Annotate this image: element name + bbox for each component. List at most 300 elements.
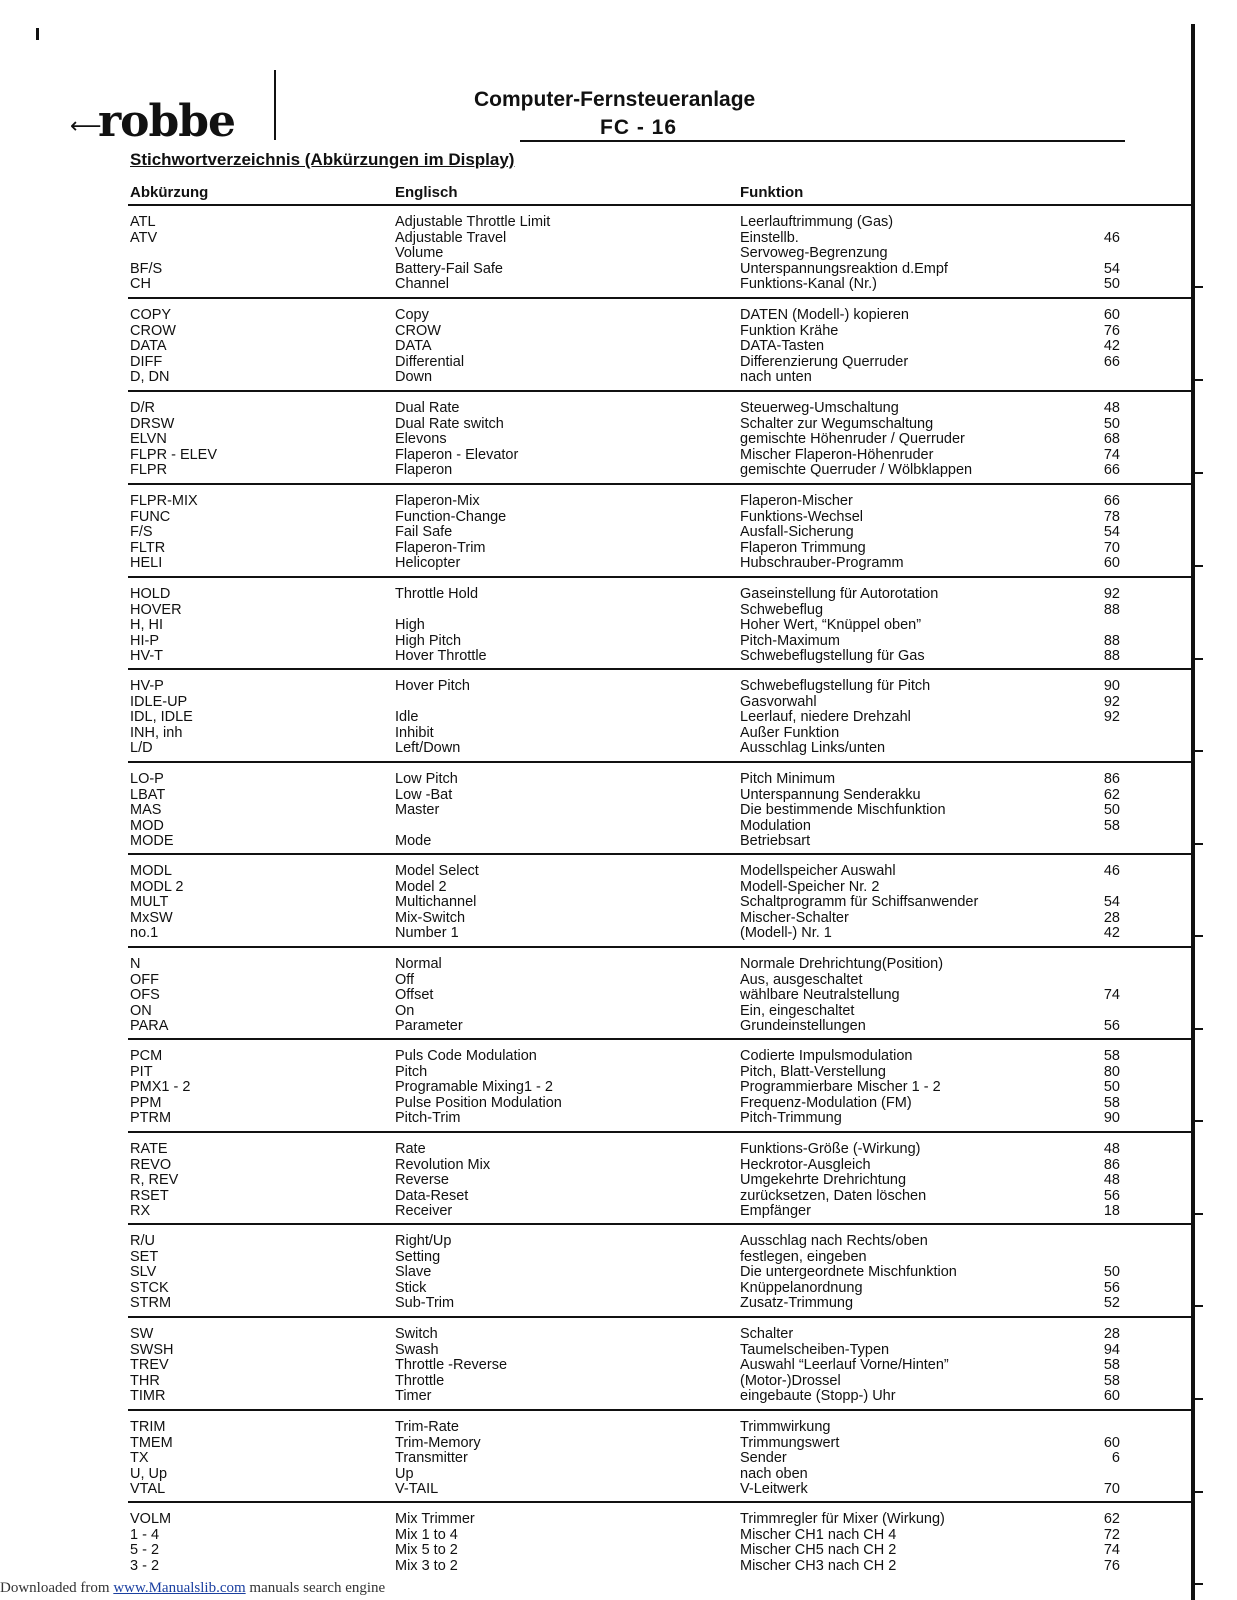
- page-number-cell: 66: [1103, 353, 1120, 370]
- function-cell: Ausschlag nach Rechts/oben: [740, 1233, 928, 1249]
- english-cell: On: [395, 1002, 415, 1019]
- page-number-cell: 88: [1103, 632, 1120, 649]
- function-cell: Betriebsart: [740, 833, 811, 849]
- page-number-cell: 74: [1103, 446, 1120, 463]
- table-row: [0, 602, 1237, 618]
- table-row: [0, 586, 1237, 602]
- function-cell: Schwebeflugstellung für Gas: [740, 648, 925, 664]
- function-cell: Mischer Flaperon-Höhenruder: [740, 446, 934, 463]
- table-row: [0, 925, 1237, 941]
- table-row: [0, 1527, 1237, 1543]
- abbreviation-cell: FUNC: [130, 508, 171, 525]
- abbreviation-cell: HV-P: [130, 678, 164, 694]
- function-cell: Gaseinstellung für Autorotation: [740, 586, 939, 602]
- function-cell: Pitch, Blatt-Verstellung: [740, 1063, 886, 1080]
- table-row: [0, 972, 1237, 988]
- function-cell: Pitch-Trimmung: [740, 1110, 842, 1126]
- abbreviation-cell: ATL: [130, 214, 156, 230]
- english-cell: Off: [395, 971, 415, 988]
- function-cell: Außer Funktion: [740, 724, 840, 741]
- abbreviation-cell: FLPR: [130, 462, 168, 478]
- function-cell: eingebaute (Stopp-) Uhr: [740, 1388, 896, 1404]
- table-row: [0, 709, 1237, 725]
- english-cell: Down: [395, 369, 433, 385]
- function-cell: Heckrotor-Ausgleich: [740, 1156, 871, 1173]
- page-number-cell: 48: [1103, 1141, 1120, 1157]
- abbreviation-cell: HELI: [130, 555, 163, 571]
- page-number-cell: 70: [1103, 1481, 1120, 1497]
- table-row: [0, 1172, 1237, 1188]
- page-number-cell: 78: [1103, 508, 1120, 525]
- page-number-cell: 28: [1103, 909, 1120, 926]
- english-cell: V-TAIL: [395, 1481, 439, 1497]
- robbe-logo: robbe: [98, 96, 236, 147]
- page-number-cell: 80: [1103, 1063, 1120, 1080]
- table-row: [0, 910, 1237, 926]
- page-number-cell: 58: [1103, 1357, 1120, 1373]
- table-row: [0, 1157, 1237, 1173]
- table-row: [0, 725, 1237, 741]
- english-cell: Flaperon-Mix: [395, 493, 480, 509]
- function-cell: Servoweg-Begrenzung: [740, 245, 888, 261]
- function-cell: DATEN (Modell-) kopieren: [740, 307, 909, 323]
- footer-prefix: Downloaded from: [0, 1580, 114, 1596]
- group-rule: [128, 761, 1195, 763]
- english-cell: Adjustable Throttle Limit: [395, 214, 551, 230]
- abbreviation-cell: CROW: [130, 322, 176, 339]
- page-number-cell: 42: [1103, 925, 1120, 941]
- english-cell: Reverse: [395, 1172, 449, 1188]
- function-cell: Empfänger: [740, 1203, 811, 1219]
- abbreviation-cell: BF/S: [130, 260, 163, 277]
- table-row: [0, 1450, 1237, 1466]
- abbreviation-cell: PMX1 - 2: [130, 1079, 191, 1095]
- table-row: [0, 1558, 1237, 1574]
- abbreviation-cell: CH: [130, 276, 151, 292]
- abbreviation-cell: HI-P: [130, 632, 159, 649]
- function-cell: Schaltprogramm für Schiffsanwender: [740, 894, 979, 910]
- column-header-fun: Funktion: [740, 184, 804, 201]
- abbreviation-cell: no.1: [130, 925, 159, 941]
- page-number-cell: 52: [1103, 1295, 1120, 1311]
- abbreviation-cell: MODL: [130, 863, 172, 879]
- english-cell: Left/Down: [395, 740, 461, 756]
- abbreviation-cell: N: [130, 956, 141, 972]
- function-cell: zurücksetzen, Daten löschen: [740, 1187, 927, 1204]
- page-number-cell: 6: [1111, 1450, 1120, 1466]
- table-row: [0, 1342, 1237, 1358]
- table-row: [0, 1188, 1237, 1204]
- page-number-cell: 56: [1103, 1279, 1120, 1296]
- table-row: [0, 678, 1237, 694]
- abbreviation-cell: DIFF: [130, 353, 163, 370]
- abbreviation-cell: D/R: [130, 400, 155, 416]
- english-cell: Normal: [395, 956, 442, 972]
- function-cell: Trimmungswert: [740, 1434, 840, 1451]
- english-cell: Mix 1 to 4: [395, 1526, 458, 1543]
- function-cell: Leerlauftrimmung (Gas): [740, 214, 894, 230]
- abbreviation-cell: PIT: [130, 1063, 153, 1080]
- english-cell: Setting: [395, 1248, 441, 1265]
- table-row: [0, 1511, 1237, 1527]
- english-cell: Low Pitch: [395, 771, 458, 787]
- function-cell: Mischer-Schalter: [740, 909, 849, 926]
- page-number-cell: 88: [1103, 601, 1120, 618]
- table-row: [0, 771, 1237, 787]
- margin-tick: [1195, 1583, 1203, 1585]
- page-number-cell: 56: [1103, 1187, 1120, 1204]
- function-cell: Die untergeordnete Mischfunktion: [740, 1264, 957, 1280]
- english-cell: DATA: [395, 338, 432, 354]
- table-row: [0, 230, 1237, 246]
- function-cell: Modellspeicher Auswahl: [740, 863, 896, 879]
- page-number-cell: 74: [1103, 1542, 1120, 1558]
- abbreviation-cell: MODL 2: [130, 878, 184, 895]
- page-number-cell: 48: [1103, 400, 1120, 416]
- abbreviation-cell: INH, inh: [130, 724, 183, 741]
- english-cell: Mix-Switch: [395, 909, 466, 926]
- english-cell: Differential: [395, 353, 465, 370]
- function-cell: Ausschlag Links/unten: [740, 740, 886, 756]
- abbreviation-cell: HV-T: [130, 648, 164, 664]
- table-row: [0, 740, 1237, 756]
- abbreviation-cell: TX: [130, 1450, 149, 1466]
- english-cell: Low -Bat: [395, 786, 453, 803]
- abbreviation-cell: D, DN: [130, 369, 170, 385]
- logo-arrow-icon: ⟵: [70, 114, 102, 139]
- abbreviation-cell: U, Up: [130, 1465, 168, 1482]
- page-number-cell: 76: [1103, 322, 1120, 339]
- english-cell: High Pitch: [395, 632, 462, 649]
- english-cell: Trim-Memory: [395, 1434, 481, 1451]
- function-cell: Modulation: [740, 817, 811, 834]
- page-number-cell: 58: [1103, 817, 1120, 834]
- table-row: [0, 879, 1237, 895]
- english-cell: Number 1: [395, 925, 459, 941]
- download-footer: [0, 1580, 385, 1597]
- abbreviation-cell: MODE: [130, 833, 174, 849]
- english-cell: Mix Trimmer: [395, 1511, 475, 1527]
- abbreviation-cell: STRM: [130, 1295, 172, 1311]
- english-cell: Flaperon: [395, 462, 453, 478]
- page-number-cell: 42: [1103, 338, 1120, 354]
- abbreviation-cell: F/S: [130, 524, 153, 540]
- english-cell: Puls Code Modulation: [395, 1048, 537, 1064]
- abbreviation-cell: PPM: [130, 1094, 162, 1111]
- header-rule: [520, 140, 1125, 142]
- table-row: [0, 354, 1237, 370]
- abbreviation-cell: OFF: [130, 971, 159, 988]
- english-cell: Pulse Position Modulation: [395, 1094, 562, 1111]
- abbreviation-cell: MxSW: [130, 909, 173, 926]
- english-cell: Swash: [395, 1341, 439, 1358]
- function-cell: (Modell-) Nr. 1: [740, 925, 832, 941]
- table-row: [0, 1295, 1237, 1311]
- english-cell: Dual Rate: [395, 400, 460, 416]
- abbreviation-cell: MOD: [130, 817, 164, 834]
- abbreviation-cell: THR: [130, 1372, 160, 1389]
- table-row: [0, 1280, 1237, 1296]
- abbreviation-cell: RSET: [130, 1187, 169, 1204]
- group-rule: [128, 576, 1195, 578]
- page-number-cell: 54: [1103, 260, 1120, 277]
- page-number-cell: 50: [1103, 802, 1120, 818]
- table-row: [0, 447, 1237, 463]
- table-row: [0, 1048, 1237, 1064]
- table-row: [0, 1079, 1237, 1095]
- function-cell: Trimmwirkung: [740, 1419, 831, 1435]
- english-cell: Throttle -Reverse: [395, 1357, 508, 1373]
- function-cell: Hoher Wert, “Knüppel oben”: [740, 617, 922, 633]
- english-cell: Model 2: [395, 878, 447, 895]
- english-cell: Switch: [395, 1326, 438, 1342]
- function-cell: Schalter: [740, 1326, 794, 1342]
- abbreviation-cell: R, REV: [130, 1172, 179, 1188]
- table-row: [0, 276, 1237, 292]
- english-cell: Flaperon-Trim: [395, 539, 486, 556]
- function-cell: Mischer CH3 nach CH 2: [740, 1557, 897, 1574]
- column-header-abk: Abkürzung: [130, 184, 209, 201]
- group-rule: [128, 1316, 1195, 1318]
- abbreviation-cell: ELVN: [130, 431, 167, 447]
- english-cell: Up: [395, 1465, 414, 1482]
- english-cell: Model Select: [395, 863, 479, 879]
- table-row: [0, 1003, 1237, 1019]
- table-row: [0, 863, 1237, 879]
- english-cell: Slave: [395, 1264, 432, 1280]
- function-cell: nach oben: [740, 1465, 808, 1482]
- page-number-cell: 86: [1103, 771, 1120, 787]
- english-cell: Elevons: [395, 431, 447, 447]
- table-row: [0, 1481, 1237, 1497]
- abbreviation-cell: RATE: [130, 1141, 168, 1157]
- abbreviation-cell: H, HI: [130, 617, 164, 633]
- english-cell: Battery-Fail Safe: [395, 260, 503, 277]
- table-row: [0, 1466, 1237, 1482]
- english-cell: Stick: [395, 1279, 427, 1296]
- english-cell: Adjustable Travel: [395, 229, 507, 246]
- page-number-cell: 66: [1103, 493, 1120, 509]
- page-number-cell: 68: [1103, 431, 1120, 447]
- abbreviation-cell: HOVER: [130, 601, 182, 618]
- page-number-cell: 86: [1103, 1156, 1120, 1173]
- function-cell: Grundeinstellungen: [740, 1018, 866, 1034]
- function-cell: Sender: [740, 1450, 787, 1466]
- page-number-cell: 92: [1103, 586, 1120, 602]
- english-cell: Trim-Rate: [395, 1419, 459, 1435]
- table-row: [0, 1203, 1237, 1219]
- table-row: [0, 1110, 1237, 1126]
- abbreviation-cell: TREV: [130, 1357, 169, 1373]
- function-cell: Programmierbare Mischer 1 - 2: [740, 1079, 941, 1095]
- function-cell: Codierte Impulsmodulation: [740, 1048, 913, 1064]
- table-row: [0, 1388, 1237, 1404]
- page-number-cell: 70: [1103, 539, 1120, 556]
- table-row: [0, 1357, 1237, 1373]
- function-cell: Funktions-Größe (-Wirkung): [740, 1141, 921, 1157]
- abbreviation-cell: RX: [130, 1203, 151, 1219]
- english-cell: Rate: [395, 1141, 426, 1157]
- table-row: [0, 1326, 1237, 1342]
- page-number-cell: 50: [1103, 1264, 1120, 1280]
- page-number-cell: 18: [1103, 1203, 1120, 1219]
- function-cell: wählbare Neutralstellung: [740, 987, 900, 1003]
- group-rule: [128, 483, 1195, 485]
- function-cell: Taumelscheiben-Typen: [740, 1341, 890, 1358]
- function-cell: Gasvorwahl: [740, 693, 817, 710]
- function-cell: Pitch Minimum: [740, 771, 836, 787]
- english-cell: Channel: [395, 276, 450, 292]
- page-number-cell: 56: [1103, 1018, 1120, 1034]
- table-row: [0, 1542, 1237, 1558]
- page-number-cell: 28: [1103, 1326, 1120, 1342]
- table-row: [0, 1018, 1237, 1034]
- table-row: [0, 1373, 1237, 1389]
- table-row: [0, 540, 1237, 556]
- function-cell: gemischte Höhenruder / Querruder: [740, 431, 965, 447]
- page-number-cell: 92: [1103, 709, 1120, 725]
- abbreviation-cell: FLPR - ELEV: [130, 446, 218, 463]
- table-row: [0, 462, 1237, 478]
- english-cell: Data-Reset: [395, 1187, 469, 1204]
- table-row: [0, 261, 1237, 277]
- table-row: [0, 694, 1237, 710]
- function-cell: Schalter zur Wegumschaltung: [740, 415, 934, 432]
- abbreviation-cell: SWSH: [130, 1341, 174, 1358]
- abbreviation-cell: DRSW: [130, 415, 175, 432]
- function-cell: Mischer CH1 nach CH 4: [740, 1526, 897, 1543]
- function-cell: Schwebeflug: [740, 601, 824, 618]
- english-cell: Mix 3 to 2: [395, 1557, 458, 1574]
- table-row: [0, 1233, 1237, 1249]
- abbreviation-cell: MULT: [130, 894, 169, 910]
- page-number-cell: 60: [1103, 555, 1120, 571]
- page-title: Computer-Fernsteueranlage: [474, 88, 756, 111]
- abbreviation-cell: IDL, IDLE: [130, 709, 193, 725]
- abbreviation-cell: 5 - 2: [130, 1542, 160, 1558]
- abbreviation-cell: OFS: [130, 987, 160, 1003]
- english-cell: Pitch: [395, 1063, 428, 1080]
- function-cell: nach unten: [740, 369, 812, 385]
- table-row: [0, 400, 1237, 416]
- function-cell: Pitch-Maximum: [740, 632, 840, 649]
- abbreviation-cell: LBAT: [130, 786, 166, 803]
- english-cell: Master: [395, 802, 440, 818]
- footer-link[interactable]: www.Manualslib.com: [113, 1580, 246, 1596]
- table-row: [0, 307, 1237, 323]
- function-cell: Differenzierung Querruder: [740, 353, 909, 370]
- logo-divider: [274, 70, 276, 140]
- abbreviation-cell: VOLM: [130, 1511, 172, 1527]
- function-cell: festlegen, eingeben: [740, 1248, 867, 1265]
- page-number-cell: 54: [1103, 524, 1120, 540]
- abbreviation-cell: SLV: [130, 1264, 157, 1280]
- english-cell: Mix 5 to 2: [395, 1542, 458, 1558]
- english-cell: Hover Pitch: [395, 678, 470, 694]
- table-row: [0, 214, 1237, 230]
- page-number-cell: 50: [1103, 415, 1120, 432]
- english-cell: Helicopter: [395, 555, 461, 571]
- abbreviation-cell: PCM: [130, 1048, 163, 1064]
- english-cell: Transmitter: [395, 1450, 468, 1466]
- abbreviation-cell: TIMR: [130, 1388, 166, 1404]
- table-row: [0, 431, 1237, 447]
- english-cell: Right/Up: [395, 1233, 452, 1249]
- function-cell: Zusatz-Trimmung: [740, 1295, 854, 1311]
- function-cell: Einstellb.: [740, 229, 799, 246]
- function-cell: (Motor-)Drossel: [740, 1372, 841, 1389]
- page-number-cell: 60: [1103, 1388, 1120, 1404]
- page-number-cell: 66: [1103, 462, 1120, 478]
- page-number-cell: 94: [1103, 1341, 1120, 1358]
- abbreviation-cell: PARA: [130, 1018, 169, 1034]
- abbreviation-cell: SW: [130, 1326, 154, 1342]
- abbreviation-cell: HOLD: [130, 586, 171, 602]
- function-cell: gemischte Querruder / Wölbklappen: [740, 462, 973, 478]
- abbreviation-cell: FLTR: [130, 539, 166, 556]
- page-number-cell: 46: [1103, 863, 1120, 879]
- page-number-cell: 60: [1103, 1434, 1120, 1451]
- abbreviation-cell: STCK: [130, 1279, 169, 1296]
- english-cell: Throttle: [395, 1372, 445, 1389]
- function-cell: Umgekehrte Drehrichtung: [740, 1172, 907, 1188]
- abbreviation-cell: VTAL: [130, 1481, 166, 1497]
- page-number-cell: 62: [1103, 1511, 1120, 1527]
- function-cell: Normale Drehrichtung(Position): [740, 956, 944, 972]
- page-number-cell: 88: [1103, 648, 1120, 664]
- abbreviation-cell: MAS: [130, 802, 162, 818]
- function-cell: Ein, eingeschaltet: [740, 1002, 855, 1019]
- page-number-cell: 58: [1103, 1372, 1120, 1389]
- abbreviation-cell: FLPR-MIX: [130, 493, 198, 509]
- table-row: [0, 894, 1237, 910]
- english-cell: CROW: [395, 322, 441, 339]
- english-cell: Throttle Hold: [395, 586, 479, 602]
- english-cell: Parameter: [395, 1018, 463, 1034]
- table-row: [0, 987, 1237, 1003]
- function-cell: Knüppelanordnung: [740, 1279, 863, 1296]
- group-rule: [128, 1038, 1195, 1040]
- group-rule: [128, 1223, 1195, 1225]
- table-row: [0, 509, 1237, 525]
- table-row: [0, 787, 1237, 803]
- table-row: [0, 818, 1237, 834]
- page-number-cell: 58: [1103, 1048, 1120, 1064]
- abbreviation-cell: IDLE-UP: [130, 693, 188, 710]
- scan-mark: [36, 28, 39, 40]
- table-row: [0, 416, 1237, 432]
- page-number-cell: 90: [1103, 678, 1120, 694]
- table-row: [0, 1419, 1237, 1435]
- abbreviation-cell: SET: [130, 1248, 159, 1265]
- abbreviation-cell: TMEM: [130, 1434, 173, 1451]
- english-cell: High: [395, 617, 425, 633]
- table-row: [0, 1095, 1237, 1111]
- function-cell: Modell-Speicher Nr. 2: [740, 878, 880, 895]
- footer-suffix: manuals search engine: [245, 1580, 386, 1596]
- abbreviation-cell: TRIM: [130, 1419, 166, 1435]
- page-number-cell: 50: [1103, 1079, 1120, 1095]
- english-cell: Flaperon - Elevator: [395, 446, 519, 463]
- table-row: [0, 245, 1237, 261]
- english-cell: Offset: [395, 987, 434, 1003]
- function-cell: Unterspannungsreaktion d.Empf: [740, 260, 948, 277]
- function-cell: Schwebeflugstellung für Pitch: [740, 678, 931, 694]
- english-cell: Mode: [395, 833, 432, 849]
- group-rule: [128, 1131, 1195, 1133]
- english-cell: Volume: [395, 245, 444, 261]
- abbreviation-cell: ON: [130, 1002, 152, 1019]
